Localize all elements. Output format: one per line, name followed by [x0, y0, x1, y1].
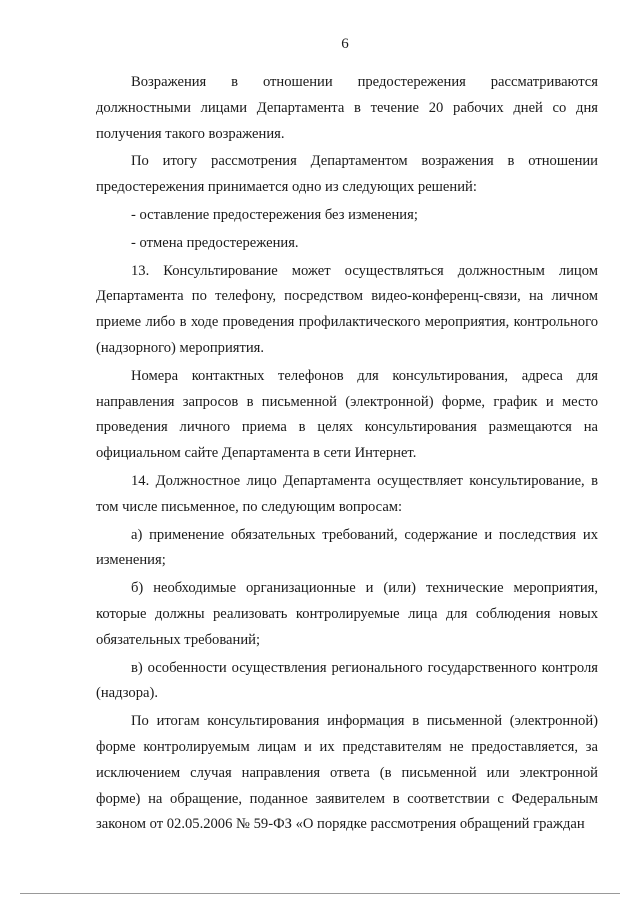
- paragraph-14-consulting-topics: 14. Должностное лицо Департамента осуществляет консультирование, в том числе письменное, по следующим вопросам:: [96, 472, 598, 515]
- paragraph-consulting-results: По итогам консультирования информация в письменной (электронной) форме контролируемым лицам и их представителям не предоставляется, за исключением случая направления ответа (в письменной или электронной форме) на обращение, поданное заявителем в соответствии с Федеральным законом от 02.05.2006 № 59-ФЗ «О порядке рассмотрения обращений граждан: [96, 713, 598, 833]
- paragraph-contact-numbers: Номера контактных телефонов для консультирования, адреса для направления запросов в письменной (электронной) форме, график и место проведения личного приема в целях консультирования размещаются на официальном сайте Департамента в сети Интернет.: [96, 367, 598, 462]
- footer-divider: [20, 893, 620, 894]
- list-item-b: б) необходимые организационные и (или) технические мероприятия, которые должны реализовать контролируемые лица для соблюдения новых обязательных требований;: [96, 580, 598, 648]
- paragraph-objection-review: Возражения в отношении предостережения рассматриваются должностными лицами Департамента в течение 20 рабочих дней со дня получения такого возражения.: [96, 74, 598, 142]
- paragraph-13-consulting: 13. Консультирование может осуществляться должностным лицом Департамента по телефону, посредством видео-конференц-связи, на личном приеме либо в ходе проведения профилактического мероприятия, контрольного (надзорного) мероприятия.: [96, 262, 598, 356]
- list-item-cancel-warning: - отмена предостережения.: [131, 234, 299, 251]
- paragraph-objection-decision: По итогу рассмотрения Департаментом возражения в отношении предостережения принимается одно из следующих решений:: [96, 153, 598, 196]
- document-body: [96, 70, 598, 838]
- list-item-c: в) особенности осуществления регионального государственного контроля (надзора).: [96, 659, 598, 702]
- list-item-a: а) применение обязательных требований, содержание и последствия их изменения;: [96, 526, 598, 569]
- page-number: 6: [341, 36, 349, 52]
- list-item-keep-warning: - оставление предостережения без изменения;: [131, 206, 418, 223]
